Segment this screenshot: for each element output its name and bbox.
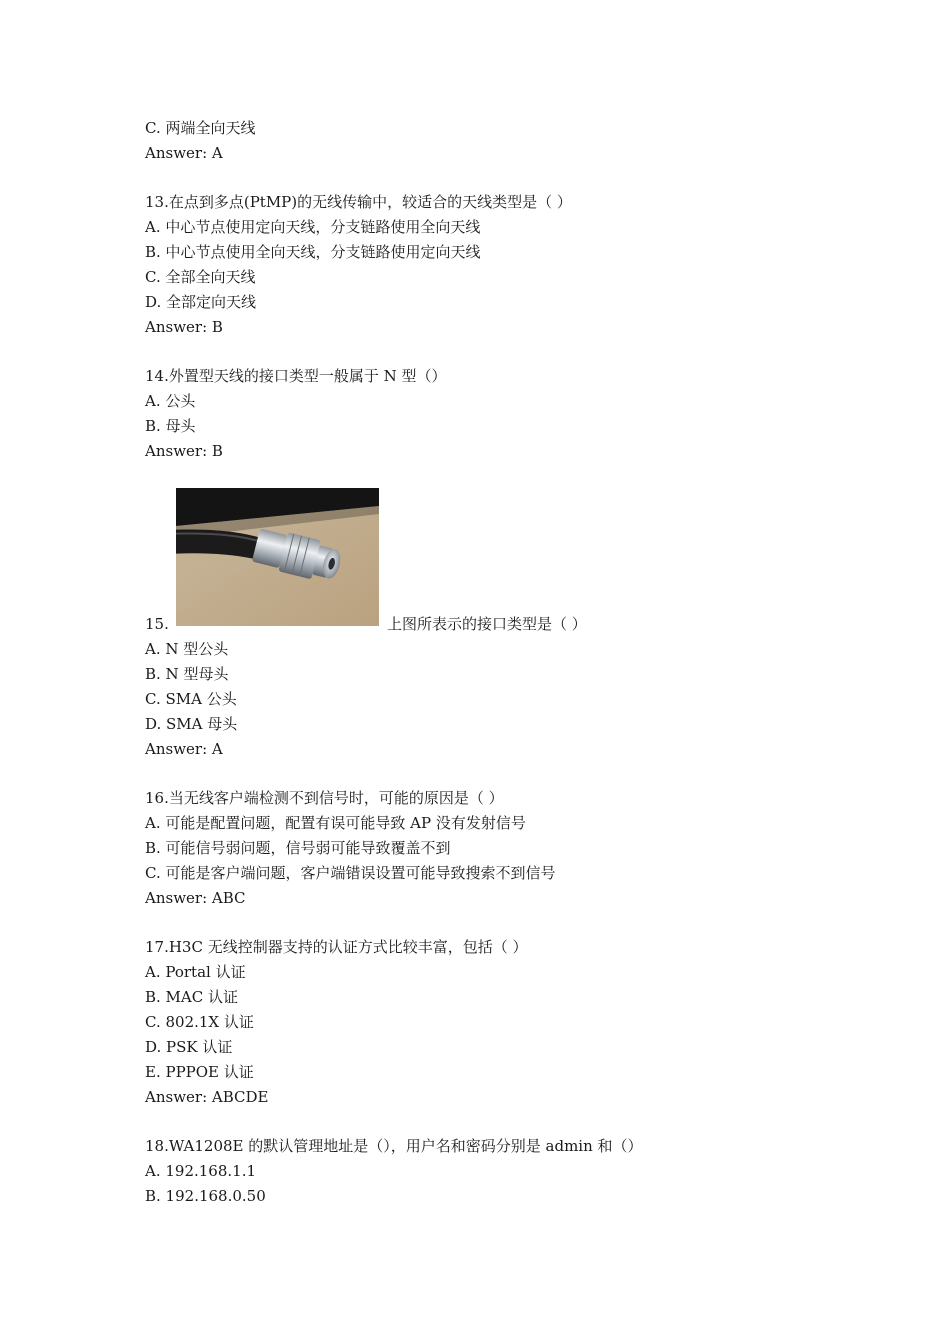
option-line: B. N 型母头 xyxy=(145,665,229,683)
option-line: D. 全部定向天线 xyxy=(145,293,257,311)
option-line: A. 192.168.1.1 xyxy=(145,1162,257,1180)
option-line: A. N 型公头 xyxy=(145,640,229,658)
answer-line: Answer: B xyxy=(145,442,223,460)
answer-line: Answer: ABC xyxy=(145,889,246,907)
option-line: D. SMA 母头 xyxy=(145,715,238,733)
option-line: A. Portal 认证 xyxy=(145,963,246,981)
option-line: D. PSK 认证 xyxy=(145,1038,233,1056)
question-15-number: 15. xyxy=(145,615,169,633)
answer-line: Answer: A xyxy=(145,144,223,162)
option-line: A. 中心节点使用定向天线，分支链路使用全向天线 xyxy=(145,218,481,236)
question-list xyxy=(145,116,865,1209)
question-14: 14.外置型天线的接口类型一般属于 N 型（） xyxy=(145,367,447,385)
option-line: B. MAC 认证 xyxy=(145,988,238,1006)
option-line: B. 中心节点使用全向天线，分支链路使用定向天线 xyxy=(145,243,481,261)
option-line: C. 可能是客户端问题，客户端错误设置可能导致搜索不到信号 xyxy=(145,864,556,882)
answer-line: Answer: A xyxy=(145,740,223,758)
option-line: E. PPPOE 认证 xyxy=(145,1063,254,1081)
answer-line: Answer: B xyxy=(145,318,223,336)
option-line: C. 全部全向天线 xyxy=(145,268,256,286)
option-line: C. SMA 公头 xyxy=(145,690,237,708)
option-line: A. 公头 xyxy=(145,392,196,410)
answer-line: Answer: ABCDE xyxy=(145,1088,269,1106)
question-15 xyxy=(145,488,865,637)
n-connector-photo xyxy=(176,488,379,626)
question-13: 13.在点到多点(PtMP)的无线传输中，较适合的天线类型是（ ） xyxy=(145,193,572,211)
option-line: C. 802.1X 认证 xyxy=(145,1013,254,1031)
question-16: 16.当无线客户端检测不到信号时，可能的原因是（ ） xyxy=(145,789,504,807)
option-line: B. 192.168.0.50 xyxy=(145,1187,266,1205)
option-line: A. 可能是配置问题，配置有误可能导致 AP 没有发射信号 xyxy=(145,814,526,832)
option-line: C. 两端全向天线 xyxy=(145,119,256,137)
question-15-text: 上图所表示的接口类型是（ ） xyxy=(387,615,587,633)
question-17: 17.H3C 无线控制器支持的认证方式比较丰富，包括（ ） xyxy=(145,938,528,956)
option-line: B. 母头 xyxy=(145,417,196,435)
option-line: B. 可能信号弱问题，信号弱可能导致覆盖不到 xyxy=(145,839,451,857)
question-18: 18.WA1208E 的默认管理地址是（），用户名和密码分别是 admin 和（） xyxy=(145,1137,643,1155)
